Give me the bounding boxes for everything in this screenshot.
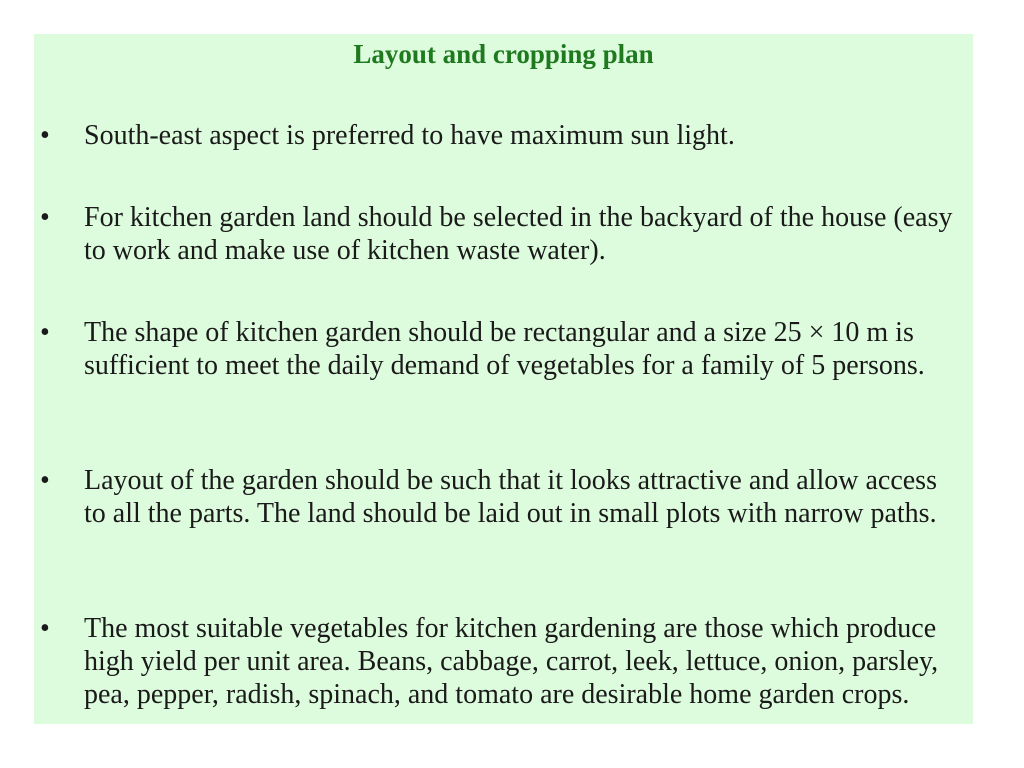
- slide-title: Layout and cropping plan: [353, 39, 654, 69]
- bullet-text: For kitchen garden land should be selected in the backyard of the house (easy to work and make use of kitchen waste water).: [84, 202, 953, 266]
- bullet-text: The shape of kitchen garden should be rectangular and a size 25 × 10 m is sufficient to meet the daily demand of vegetables for a family of 5 persons.: [84, 317, 925, 381]
- bullet-marker: •: [40, 465, 50, 496]
- bullet-item: [40, 612, 970, 711]
- bullet-marker: •: [40, 317, 50, 348]
- bullet-item: [40, 464, 970, 530]
- bullet-item: [40, 119, 970, 152]
- bullet-marker: •: [40, 120, 50, 151]
- bullet-text: South-east aspect is preferred to have maximum sun light.: [84, 120, 735, 151]
- bullet-text: Layout of the garden should be such that it looks attractive and allow access to all the parts. The land should be laid out in small plots with narrow paths.: [84, 465, 937, 529]
- bullet-marker: •: [40, 613, 50, 644]
- bullet-item: [40, 316, 970, 382]
- bullet-text: The most suitable vegetables for kitchen gardening are those which produce high yield per unit area. Beans, cabbage, carrot, leek, lettuce, onion, parsley, pea, pepper, radish, spinach, and tomato are desirable home garden crops.: [84, 613, 939, 710]
- bullet-item: [40, 201, 970, 267]
- bullet-marker: •: [40, 202, 50, 233]
